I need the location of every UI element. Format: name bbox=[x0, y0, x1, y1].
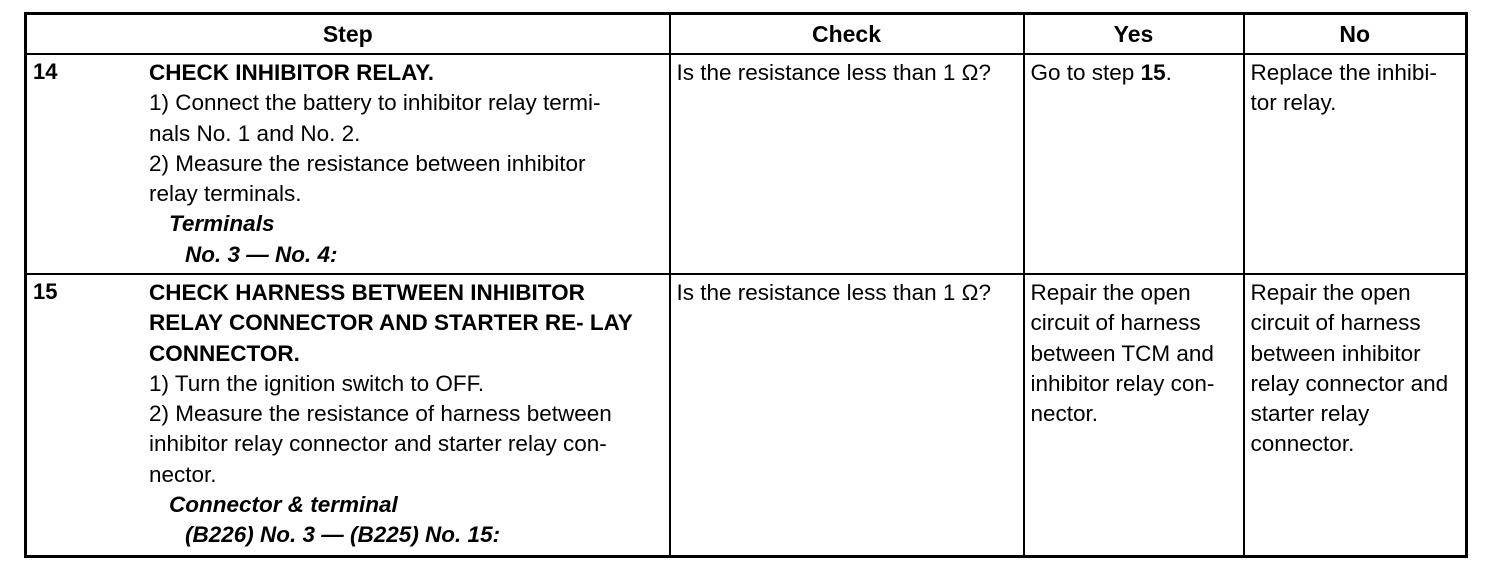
step-body bbox=[149, 275, 669, 551]
yes-cell bbox=[1024, 54, 1244, 274]
header-check: Check bbox=[670, 14, 1024, 55]
step-title: CHECK INHIBITOR RELAY. bbox=[149, 60, 435, 85]
yes-suffix: . bbox=[1165, 60, 1172, 85]
check-text: Is the resistance less than 1 Ω? bbox=[676, 60, 991, 85]
step-title: CHECK HARNESS BETWEEN INHIBITOR RELAY CONNECTOR AND STARTER RE- LAY CONNECTOR. bbox=[149, 280, 633, 366]
yes-cell bbox=[1024, 274, 1244, 556]
step-instruction: 2) Measure the resistance of harness between bbox=[149, 401, 612, 427]
step-number: 15 bbox=[33, 279, 58, 304]
header-no: No bbox=[1244, 14, 1467, 55]
table-row bbox=[26, 54, 1467, 274]
step-body bbox=[149, 55, 669, 270]
yes-text bbox=[1025, 55, 1243, 88]
no-cell bbox=[1244, 274, 1467, 556]
step-cell bbox=[26, 54, 670, 274]
step-instruction: 1) Turn the ignition switch to OFF. bbox=[149, 370, 485, 396]
step-instruction: 1) Connect the battery to inhibitor relay termi- bbox=[149, 90, 601, 116]
check-text: Is the resistance less than 1 Ω? bbox=[676, 280, 991, 305]
no-text: Replace the inhibi- tor relay. bbox=[1250, 60, 1437, 116]
check-cell bbox=[670, 54, 1024, 274]
step-instruction: inhibitor relay connector and starter relay con- bbox=[149, 431, 607, 457]
step-instruction: 2) Measure the resistance between inhibitor bbox=[149, 150, 586, 176]
check-cell bbox=[670, 274, 1024, 556]
header-yes: Yes bbox=[1024, 14, 1244, 55]
yes-step-link: 15 bbox=[1140, 60, 1166, 85]
spec-value: No. 3 — No. 4: bbox=[185, 241, 338, 267]
step-instruction: nector. bbox=[149, 461, 217, 487]
step-cell bbox=[26, 274, 670, 556]
no-cell bbox=[1244, 54, 1467, 274]
spec-value: (B226) No. 3 — (B225) No. 15: bbox=[185, 522, 501, 548]
table-row bbox=[26, 274, 1467, 556]
header-step: Step bbox=[26, 14, 670, 55]
no-text: Repair the open circuit of harness between inhibitor relay connector and starter relay connector. bbox=[1250, 280, 1449, 457]
step-instruction: nals No. 1 and No. 2. bbox=[149, 120, 361, 146]
diagnostic-table bbox=[24, 12, 1468, 558]
yes-text: Repair the open circuit of harness between TCM and inhibitor relay con- nector. bbox=[1030, 280, 1215, 427]
step-instruction: relay terminals. bbox=[149, 181, 302, 207]
yes-prefix: Go to step bbox=[1030, 60, 1141, 85]
step-number: 14 bbox=[33, 59, 58, 84]
spec-label: Connector & terminal bbox=[169, 492, 398, 518]
header-row bbox=[26, 14, 1467, 55]
spec-label: Terminals bbox=[169, 211, 275, 237]
